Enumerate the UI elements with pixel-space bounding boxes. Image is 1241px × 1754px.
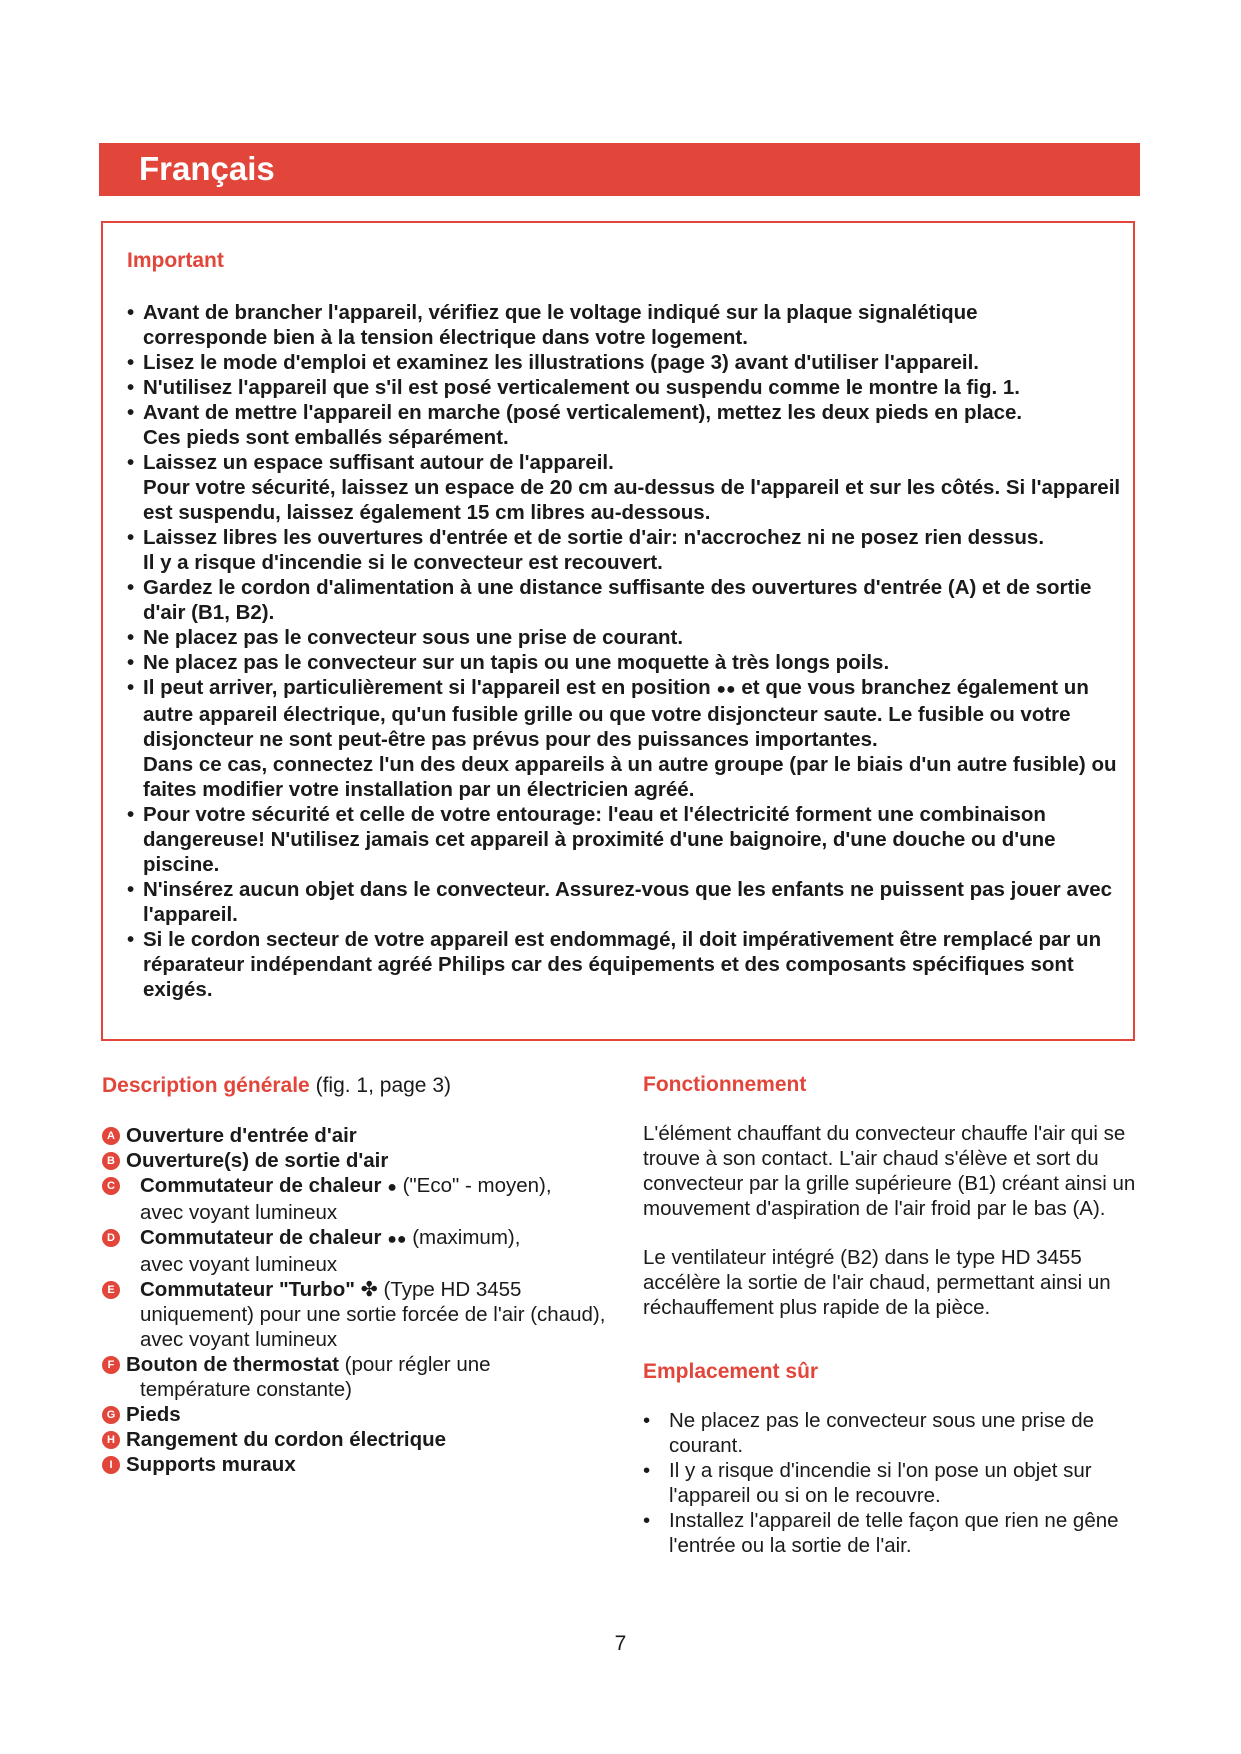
list-item: I Supports muraux bbox=[102, 1452, 622, 1477]
important-box bbox=[101, 221, 1135, 1041]
important-list bbox=[127, 300, 1127, 1002]
two-dots-icon: ●● bbox=[387, 1231, 407, 1248]
list-item: A Ouverture d'entrée d'air bbox=[102, 1123, 622, 1148]
list-item: F Bouton de thermostat (pour régler une température constante) bbox=[102, 1352, 622, 1402]
description-ref: (fig. 1, page 3) bbox=[315, 1074, 451, 1097]
list-item: • Si le cordon secteur de votre appareil est endommagé, il doit impérativement être remplacé par un réparateur indépendant agréé Philips car des équipements et des composants spécifiques sont exigés. bbox=[127, 927, 1127, 1002]
list-item: D Commutateur de chaleur ●● (maximum), avec voyant lumineux bbox=[102, 1225, 622, 1277]
page-number: 7 bbox=[614, 1632, 627, 1655]
list-item: • Pour votre sécurité et celle de votre entourage: l'eau et l'électricité forment une combinaison dangereuse! N'utilisez jamais cet appareil à proximité d'une baignoire, d'une douche ou d'une piscine. bbox=[127, 802, 1127, 877]
list-item: • Avant de brancher l'appareil, vérifiez que le voltage indiqué sur la plaque signalétique corresponde bien à la tension électrique dans votre logement. bbox=[127, 300, 1127, 350]
list-item: • Laissez un espace suffisant autour de l'appareil. Pour votre sécurité, laissez un espace de 20 cm au-dessus de l'appareil et sur les côtés. Si l'appareil est suspendu, laissez également 15 cm libres au-dessous. bbox=[127, 450, 1127, 525]
letter-b-icon: B bbox=[102, 1152, 120, 1170]
operation-paragraph: L'élément chauffant du convecteur chauffe l'air qui se trouve à son contact. L'air chaud s'élève et sort du convecteur par la grille supérieure (B1) créant ainsi un mouvement d'aspiration de l'air froid par le bas (A). bbox=[643, 1122, 1136, 1220]
list-item: • Ne placez pas le convecteur sous une prise de courant. bbox=[127, 625, 1127, 650]
list-item: • N'utilisez l'appareil que s'il est posé verticalement ou suspendu comme le montre la fig. 1. bbox=[127, 375, 1127, 400]
list-item: • Laissez libres les ouvertures d'entrée et de sortie d'air: n'accrochez ni ne posez rien dessus. Il y a risque d'incendie si le convecteur est recouvert. bbox=[127, 525, 1127, 575]
one-dot-icon: ● bbox=[387, 1179, 397, 1196]
letter-c-icon: C bbox=[102, 1177, 120, 1195]
list-item: • Ne placez pas le convecteur sous une prise de courant. bbox=[643, 1408, 1143, 1458]
operation-title: Fonctionnement bbox=[643, 1073, 807, 1096]
list-item: • Ne placez pas le convecteur sur un tapis ou une moquette à très longs poils. bbox=[127, 650, 1127, 675]
fan-icon: ✤ bbox=[360, 1278, 378, 1301]
operation-section bbox=[643, 1073, 1143, 1558]
list-item: • Il peut arriver, particulièrement si l'appareil est en position ●● et que vous branchez également un autre appareil électrique, qu'un fusible grille ou que votre disjoncteur saute. Le fusible ou votre disjoncteur ne sont peut-être pas prévus pour des puissances importantes. Dans ce cas, connectez l'un des deux appareils à un autre groupe (par le biais d'un autre fusible) ou faites modifier votre installation par un électricien agréé. bbox=[127, 675, 1127, 802]
list-item: • N'insérez aucun objet dans le convecteur. Assurez-vous que les enfants ne puissent pas jouer avec l'appareil. bbox=[127, 877, 1127, 927]
safe-location-title: Emplacement sûr bbox=[643, 1360, 819, 1383]
list-item: • Avant de mettre l'appareil en marche (posé verticalement), mettez les deux pieds en place. Ces pieds sont emballés séparément. bbox=[127, 400, 1127, 450]
list-item: E Commutateur "Turbo" ✤ (Type HD 3455 uniquement) pour une sortie forcée de l'air (chaud), avec voyant lumineux bbox=[102, 1277, 622, 1352]
letter-f-icon: F bbox=[102, 1356, 120, 1374]
language-title: Français bbox=[139, 150, 275, 187]
list-item: • Gardez le cordon d'alimentation à une distance suffisante des ouvertures d'entrée (A) et de sortie d'air (B1, B2). bbox=[127, 575, 1127, 625]
letter-e-icon: E bbox=[102, 1281, 120, 1299]
letter-a-icon: A bbox=[102, 1127, 120, 1145]
letter-g-icon: G bbox=[102, 1406, 120, 1424]
list-item: B Ouverture(s) de sortie d'air bbox=[102, 1148, 622, 1173]
description-title: Description générale bbox=[102, 1074, 310, 1097]
two-dots-icon: ●● bbox=[716, 681, 736, 698]
letter-d-icon: D bbox=[102, 1229, 120, 1247]
important-title: Important bbox=[127, 249, 224, 272]
list-item: • Installez l'appareil de telle façon que rien ne gêne l'entrée ou la sortie de l'air. bbox=[643, 1508, 1143, 1558]
list-item: H Rangement du cordon électrique bbox=[102, 1427, 622, 1452]
language-banner bbox=[99, 143, 1140, 196]
letter-i-icon: I bbox=[102, 1456, 120, 1474]
letter-h-icon: H bbox=[102, 1431, 120, 1449]
description-heading bbox=[102, 1073, 622, 1099]
description-list bbox=[102, 1123, 622, 1477]
list-item: • Lisez le mode d'emploi et examinez les illustrations (page 3) avant d'utiliser l'appareil. bbox=[127, 350, 1127, 375]
operation-paragraph: Le ventilateur intégré (B2) dans le type HD 3455 accélère la sortie de l'air chaud, permettant ainsi un réchauffement plus rapide de la pièce. bbox=[643, 1246, 1111, 1319]
list-item: G Pieds bbox=[102, 1402, 622, 1427]
list-item: • Il y a risque d'incendie si l'on pose un objet sur l'appareil ou si on le recouvre. bbox=[643, 1458, 1143, 1508]
list-item: C Commutateur de chaleur ● ("Eco" - moyen), avec voyant lumineux bbox=[102, 1173, 622, 1225]
description-section bbox=[102, 1073, 622, 1477]
safe-location-list bbox=[643, 1408, 1143, 1558]
